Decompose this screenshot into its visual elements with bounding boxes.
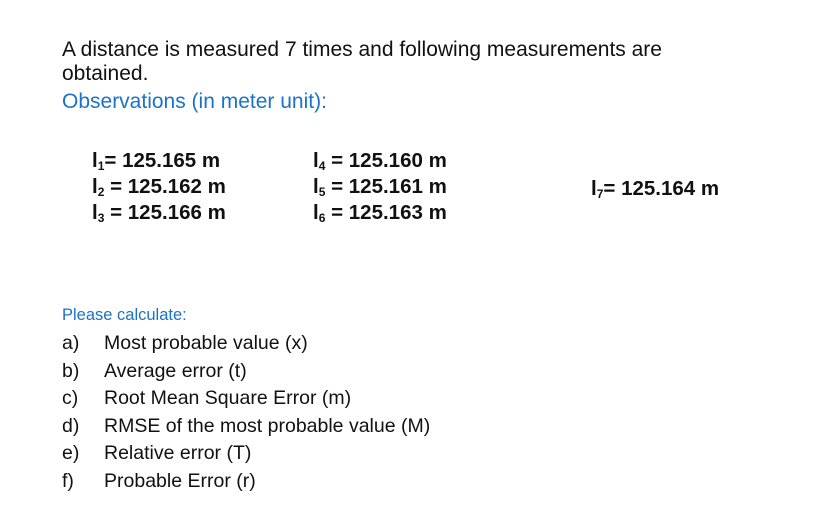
measurement-l7: $l_7= 125.164$ m [591, 177, 720, 201]
task-letter: b) [62, 359, 80, 382]
problem-statement-line-2: obtained. [62, 62, 149, 85]
task-item-b [62, 358, 430, 386]
task-text: Most probable value (x) [104, 332, 308, 354]
measurement-l3: $l_3 = 125.166$ m [92, 201, 226, 225]
task-text: RMSE of the most probable value (M) [104, 414, 431, 437]
task-text: Relative error (T) [104, 442, 252, 465]
task-letter: a) [62, 332, 80, 354]
task-item-a [62, 330, 430, 358]
problem-statement-line-1: A distance is measured 7 times and following measurements are [62, 38, 662, 61]
task-text: Average error (t) [104, 359, 247, 382]
task-letter: c) [62, 387, 79, 410]
task-text: Root Mean Square Error (m) [104, 387, 352, 410]
measurements-column-3 [591, 176, 719, 202]
task-item-d [62, 413, 430, 441]
observations-heading: Observations (in meter unit): [62, 90, 327, 113]
task-letter: d) [62, 414, 80, 437]
task-letter: f) [62, 469, 74, 492]
measurements-column-1 [92, 148, 226, 226]
task-text: Probable Error (r) [104, 469, 256, 492]
measurement-l6: $l_6 = 125.163$ m [313, 201, 447, 225]
task-letter: e) [62, 442, 80, 465]
measurement-l5: $l_5 = 125.161$ m [313, 175, 447, 199]
task-item-f [62, 468, 430, 496]
calculate-heading: Please calculate: [62, 306, 187, 324]
measurements-column-2 [313, 148, 447, 226]
measurement-l2: $l_2 = 125.162$ m [92, 175, 226, 199]
problem-statement [62, 38, 662, 86]
task-item-c [62, 385, 430, 413]
task-list [62, 330, 430, 496]
measurement-l1: $l_1= 125.165$ m [92, 149, 221, 173]
measurement-l4: $l_4 = 125.160$ m [313, 149, 447, 173]
task-item-e [62, 440, 430, 468]
